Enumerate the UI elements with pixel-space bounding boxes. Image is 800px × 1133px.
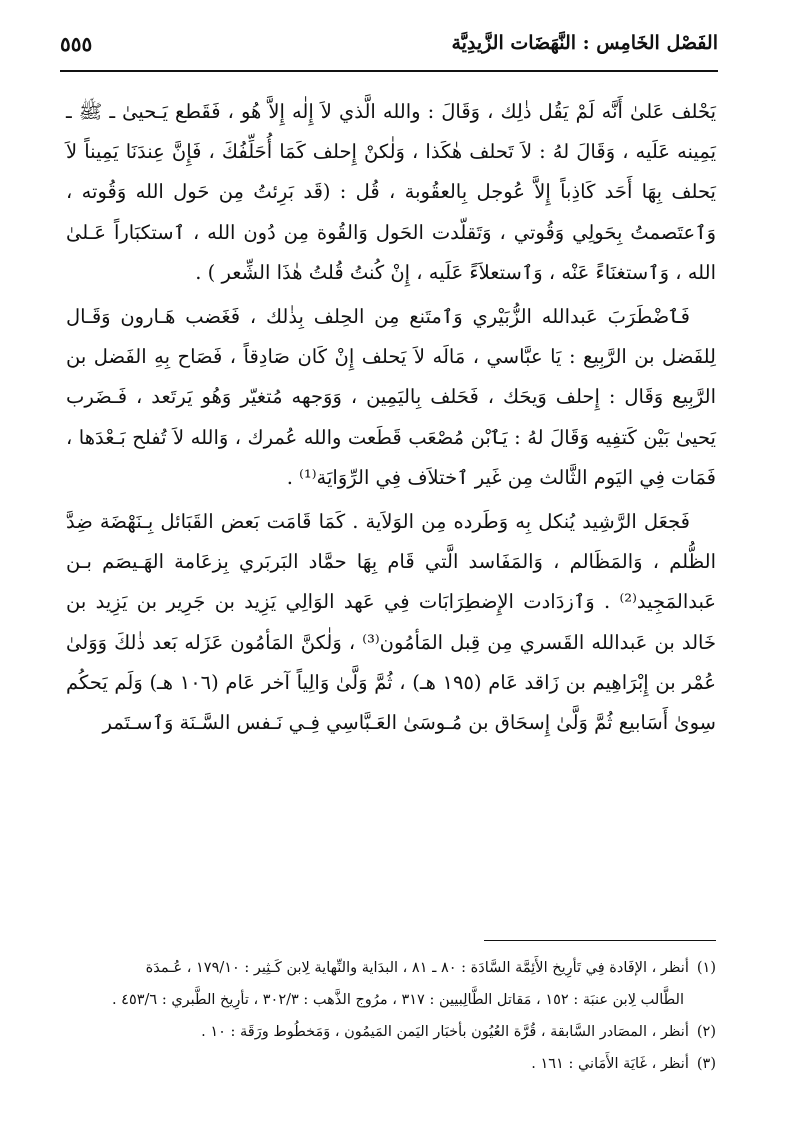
footnote-number: (٢) [696, 1024, 716, 1040]
paragraph: فَجعَل الرَّشِيد يُنكل بِه وَطَرده مِن الوَلاَية . كَمَا قَامَت بَعض القَبَائل بِـنَهْضَة ضِدَّ الظُّلم ، وَالمَظَالم ، وَالمَفَاسد الَّتي قَام بِهَا حمَّاد البَربَري بِزعَامة الهَـيصَم بـن عَبدالمَجِيد⁽²⁾ . وَٱزدَادت الإِضطِرَابَات فِي عَهد الوَالِي يَزِيد بن جَرِير بن يَزِيد بن خَالد بن عَبدالله القَسري مِن قِبل المَأمُون⁽³⁾ ، وَلٰكنَّ المَأمُون عَزَله بَعد ذٰلكَ وَوَلىٰ عُمْر بن إِبْرَاهِيم بن زَاقد عَام (١٩٥ هـ) ، ثُمَّ وَلَّىٰ وَالِياً آخر عَام (١٠٦ هـ) وَلَم يَحكُم سِوىٰ أَسَابيع ثُمَّ وَلَّىٰ إِسحَاق بن مُـوسَىٰ العَـبَّاسِي فِـي نَـفس السَّـنَة وَٱسـتَمر [66, 510, 717, 735]
footnotes [66, 952, 716, 1080]
footnote-text: أنظر ، الإفَادة فِي تَأرِيخ الأَئِمَّة السَّادَة : ٨٠ ـ ٨١ ، البدَاية والنِّهاية لِابن كَـثِير : ١٧٩/١٠ ، عُـمدَة [145, 960, 689, 976]
footnote [66, 952, 716, 984]
main-text [66, 88, 716, 747]
footnote-continuation: الطَّالب لِابن عنبَة : ١٥٢ ، مَقاتل الطَّالِبيين : ٣١٧ ، مرُوج الذَّهب : ٣٠٢/٣ ، تأرِيخ الطَّبري : ٤٥٣/٦ . [111, 992, 684, 1008]
footnote [66, 1048, 716, 1080]
header-divider [60, 70, 718, 72]
footnote [66, 1016, 716, 1048]
page-header [60, 30, 718, 70]
footnote-divider [484, 940, 716, 941]
footnote-number: (١) [696, 960, 716, 976]
chapter-title: الفَصْل الخَامِس : النَّهَضَات الزَّيدِيَّة [451, 32, 718, 54]
paragraph: فَٱضْطَرَبَ عَبدالله الزُّبَيْري وَٱمتَنع مِن الحِلف بِذٰلك ، فَغَضب هَـارون وَقَـال لِلفَضل بن الرَّبِيع : يَا عبَّاسي ، مَالَه لاَ يَحلف إِنْ كَان صَادِقاً ، فَصَاح بِهِ الفَضل بن الرَّبِيع وَقَال : إِحلف وَيحَك ، فَحَلف بِاليَمِين ، وَوَجهه مُتغيّر وَهُو يَرتَعد ، فَـضَرب يَحيىٰ بَيْن كَتفِيه وَقَالَ لهُ : يَٱبْن مُصْعَب قَطَعت والله عُمرك ، وَالله لاَ تُفلح بَـعْدَها ، فَمَات فِي اليَوم الثَّالث مِن غَير ٱختلاَف فِي الرِّوَايَة⁽¹⁾ . [66, 305, 716, 489]
footnote-text: أنظر ، غَايَة الأَمَاني : ١٦١ . [531, 1056, 689, 1072]
footnote-text: أنظر ، المصَادر السَّابقة ، قُرَّة العُيُون بأخبَار اليَمن المَيمُون ، وَمَخطُوط ورَقَة : ١٠ . [201, 1024, 689, 1040]
footnote-number: (٣) [696, 1056, 716, 1072]
page-number: ٥٥٥ [60, 32, 93, 56]
paragraph: يَحْلف عَلىٰ أَنَّه لَمْ يَقُل ذٰلِك ، وَقَالَ : والله الَّذي لاَ إِلٰه إِلاَّ هُو ، فَقَطع يَـحيىٰ ـ ﷺ ـ يَمِينه عَلَيه ، وَقَالَ لهُ : لاَ تَحلف هٰكَذا ، وَلٰكنْ إِحلف كَمَا أُحَلِّفُكَ ، فَإِنَّ عِندَنَا يَمِيناً لاَ يَحلف بِهَا أَحَد كَاذِباً إِلاَّ عُوجل بِالعقُوبة ، قُل : (قَد بَرِئتُ مِن حَول الله وَقُوته ، وَٱعتَصمتُ بِحَولِي وَقُوتي ، وَتَقلّدت الحَول وَالقُوة مِن دُون الله ، ٱستكبَاراً عَـلىٰ الله ، وَٱستغنَاءً عَنْه ، وَٱستعلاَءً عَلَيه ، إِنْ كُنتُ قُلتُ هٰذَا الشِّعر ) . [66, 100, 716, 284]
